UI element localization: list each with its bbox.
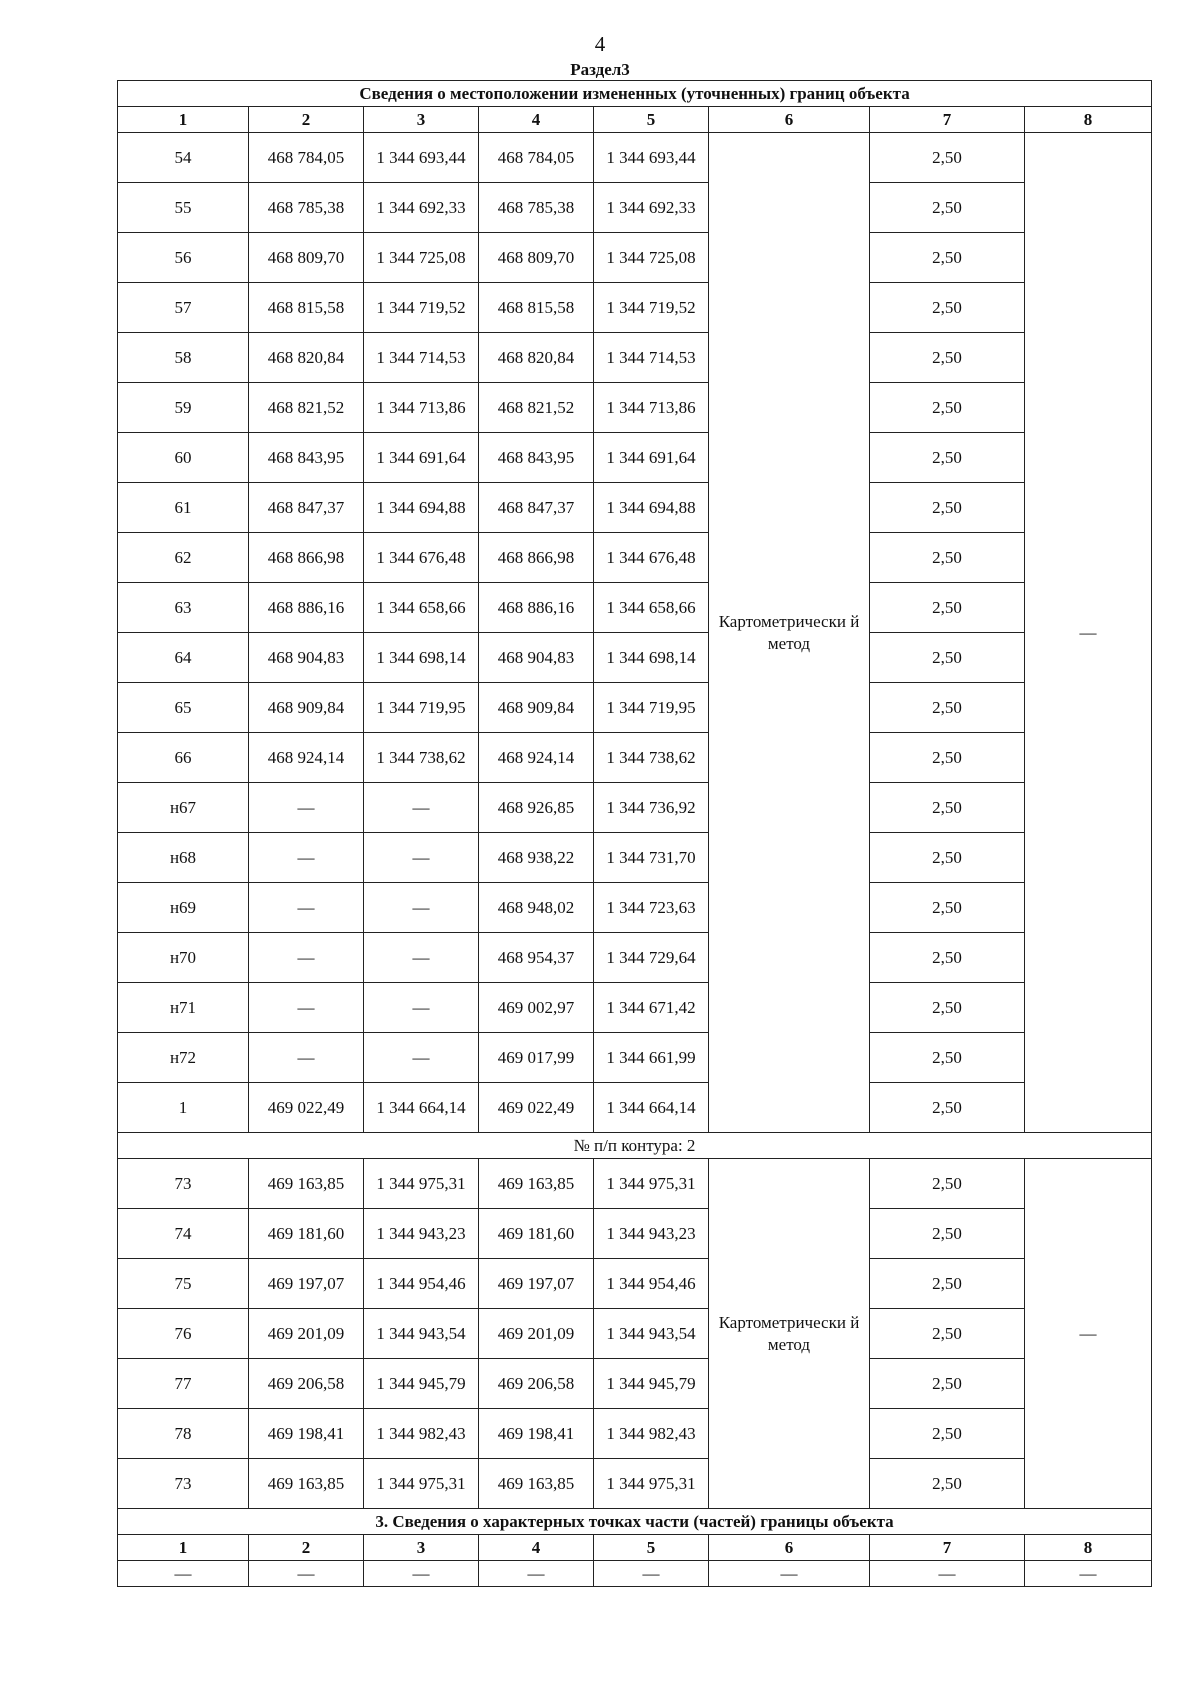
old-x-cell: — [249,783,364,833]
precision-cell: 2,50 [870,1209,1025,1259]
old-x-cell: 469 022,49 [249,1083,364,1133]
precision-cell: 2,50 [870,633,1025,683]
old-y-cell: 1 344 664,14 [364,1083,479,1133]
new-y-cell: 1 344 738,62 [594,733,709,783]
precision-cell: 2,50 [870,583,1025,633]
new-y-cell: 1 344 982,43 [594,1409,709,1459]
table-row [118,333,1152,383]
precision-cell: 2,50 [870,833,1025,883]
old-y-cell: 1 344 954,46 [364,1259,479,1309]
contour-label-row [118,1133,1152,1159]
table-row [118,133,1152,183]
old-x-cell: 469 206,58 [249,1359,364,1409]
new-y-cell: 1 344 693,44 [594,133,709,183]
boundary-table [117,80,1152,1587]
precision-cell: 2,50 [870,683,1025,733]
point-id-cell: 77 [118,1359,249,1409]
table-row [118,1409,1152,1459]
new-y-cell: 1 344 661,99 [594,1033,709,1083]
new-x-cell: 469 201,09 [479,1309,594,1359]
new-x-cell: 468 821,52 [479,383,594,433]
precision-cell: 2,50 [870,1409,1025,1459]
precision-cell: 2,50 [870,1309,1025,1359]
table-row [118,1359,1152,1409]
point-id-cell: 56 [118,233,249,283]
old-y-cell: — [364,983,479,1033]
old-x-cell: 468 886,16 [249,583,364,633]
new-y-cell: 1 344 945,79 [594,1359,709,1409]
section3-empty-row [118,1561,1152,1587]
column-number: 3 [364,107,479,133]
table-row [118,533,1152,583]
precision-cell: 2,50 [870,433,1025,483]
column-8-cell: — [1025,133,1152,1133]
point-id-cell: 55 [118,183,249,233]
new-y-cell: 1 344 954,46 [594,1259,709,1309]
page-number: 4 [594,32,606,56]
precision-cell: 2,50 [870,983,1025,1033]
table-row [118,383,1152,433]
point-id-cell: н72 [118,1033,249,1083]
precision-cell: 2,50 [870,483,1025,533]
old-x-cell: 468 821,52 [249,383,364,433]
new-x-cell: 469 206,58 [479,1359,594,1409]
old-y-cell: 1 344 982,43 [364,1409,479,1459]
point-id-cell: 60 [118,433,249,483]
point-id-cell: 54 [118,133,249,183]
empty-cell: — [870,1561,1025,1587]
old-y-cell: 1 344 975,31 [364,1459,479,1509]
table-row [118,183,1152,233]
new-x-cell: 468 926,85 [479,783,594,833]
precision-cell: 2,50 [870,183,1025,233]
table-row [118,983,1152,1033]
old-x-cell: 468 809,70 [249,233,364,283]
new-y-cell: 1 344 713,86 [594,383,709,433]
point-id-cell: н70 [118,933,249,983]
old-y-cell: 1 344 719,95 [364,683,479,733]
old-x-cell: 468 785,38 [249,183,364,233]
new-x-cell: 469 163,85 [479,1459,594,1509]
point-id-cell: н69 [118,883,249,933]
old-y-cell: 1 344 943,54 [364,1309,479,1359]
new-y-cell: 1 344 719,95 [594,683,709,733]
point-id-cell: 66 [118,733,249,783]
new-y-cell: 1 344 671,42 [594,983,709,1033]
old-x-cell: 469 201,09 [249,1309,364,1359]
table-row [118,1209,1152,1259]
point-id-cell: 73 [118,1159,249,1209]
new-x-cell: 468 785,38 [479,183,594,233]
precision-cell: 2,50 [870,1359,1025,1409]
section3-title: 3. Сведения о характерных точках части (частей) границы объекта [118,1509,1152,1535]
new-x-cell: 468 843,95 [479,433,594,483]
old-y-cell: 1 344 694,88 [364,483,479,533]
old-x-cell: 468 866,98 [249,533,364,583]
new-x-cell: 469 002,97 [479,983,594,1033]
column-number-row [118,107,1152,133]
precision-cell: 2,50 [870,883,1025,933]
old-y-cell: 1 344 676,48 [364,533,479,583]
column-number: 1 [118,107,249,133]
new-x-cell: 468 904,83 [479,633,594,683]
new-y-cell: 1 344 691,64 [594,433,709,483]
column-number: 7 [870,107,1025,133]
column-number: 5 [594,1535,709,1561]
point-id-cell: 73 [118,1459,249,1509]
old-y-cell: — [364,833,479,883]
new-x-cell: 469 198,41 [479,1409,594,1459]
old-x-cell: 468 784,05 [249,133,364,183]
point-id-cell: н67 [118,783,249,833]
old-y-cell: 1 344 945,79 [364,1359,479,1409]
column-number: 7 [870,1535,1025,1561]
new-y-cell: 1 344 719,52 [594,283,709,333]
old-y-cell: 1 344 719,52 [364,283,479,333]
point-id-cell: н68 [118,833,249,883]
old-y-cell: 1 344 725,08 [364,233,479,283]
new-y-cell: 1 344 698,14 [594,633,709,683]
table-row [118,1459,1152,1509]
precision-cell: 2,50 [870,1259,1025,1309]
old-x-cell: 468 904,83 [249,633,364,683]
precision-cell: 2,50 [870,733,1025,783]
method-cell: Картометрически й метод [709,1159,870,1509]
column-number: 4 [479,107,594,133]
precision-cell: 2,50 [870,1083,1025,1133]
empty-cell: — [479,1561,594,1587]
new-y-cell: 1 344 943,23 [594,1209,709,1259]
column-number: 1 [118,1535,249,1561]
column-number: 8 [1025,1535,1152,1561]
old-y-cell: 1 344 738,62 [364,733,479,783]
precision-cell: 2,50 [870,1033,1025,1083]
empty-cell: — [709,1561,870,1587]
new-x-cell: 469 163,85 [479,1159,594,1209]
table-row [118,433,1152,483]
old-y-cell: 1 344 693,44 [364,133,479,183]
table-row [118,583,1152,633]
contour-label: № п/п контура: 2 [118,1133,1152,1159]
old-y-cell: 1 344 713,86 [364,383,479,433]
section3-column-number-row [118,1535,1152,1561]
empty-cell: — [249,1561,364,1587]
old-x-cell: — [249,983,364,1033]
new-x-cell: 468 815,58 [479,283,594,333]
precision-cell: 2,50 [870,233,1025,283]
point-id-cell: 78 [118,1409,249,1459]
new-x-cell: 469 197,07 [479,1259,594,1309]
precision-cell: 2,50 [870,933,1025,983]
point-id-cell: 76 [118,1309,249,1359]
new-x-cell: 469 022,49 [479,1083,594,1133]
old-x-cell: 468 909,84 [249,683,364,733]
column-number: 2 [249,107,364,133]
new-y-cell: 1 344 694,88 [594,483,709,533]
new-x-cell: 468 847,37 [479,483,594,533]
new-y-cell: 1 344 723,63 [594,883,709,933]
new-y-cell: 1 344 975,31 [594,1459,709,1509]
new-y-cell: 1 344 729,64 [594,933,709,983]
point-id-cell: 63 [118,583,249,633]
table-title-row [118,81,1152,107]
new-x-cell: 468 924,14 [479,733,594,783]
table-row [118,783,1152,833]
old-x-cell: — [249,1033,364,1083]
table-body [118,81,1152,1587]
point-id-cell: 75 [118,1259,249,1309]
new-y-cell: 1 344 943,54 [594,1309,709,1359]
old-y-cell: 1 344 714,53 [364,333,479,383]
old-y-cell: 1 344 658,66 [364,583,479,633]
new-x-cell: 468 909,84 [479,683,594,733]
old-x-cell: 468 815,58 [249,283,364,333]
new-x-cell: 469 017,99 [479,1033,594,1083]
table-row [118,933,1152,983]
section3-title-row [118,1509,1152,1535]
new-x-cell: 468 820,84 [479,333,594,383]
table-title: Сведения о местоположении измененных (уточненных) границ объекта [118,81,1152,107]
precision-cell: 2,50 [870,1459,1025,1509]
precision-cell: 2,50 [870,133,1025,183]
new-y-cell: 1 344 975,31 [594,1159,709,1209]
column-number: 8 [1025,107,1152,133]
new-x-cell: 469 181,60 [479,1209,594,1259]
table-row [118,1159,1152,1209]
new-x-cell: 468 954,37 [479,933,594,983]
new-x-cell: 468 886,16 [479,583,594,633]
point-id-cell: 74 [118,1209,249,1259]
old-y-cell: — [364,783,479,833]
point-id-cell: 58 [118,333,249,383]
table-row [118,1033,1152,1083]
point-id-cell: 64 [118,633,249,683]
old-x-cell: — [249,933,364,983]
old-y-cell: — [364,1033,479,1083]
old-x-cell: 469 181,60 [249,1209,364,1259]
new-y-cell: 1 344 714,53 [594,333,709,383]
column-number: 5 [594,107,709,133]
precision-cell: 2,50 [870,1159,1025,1209]
point-id-cell: 62 [118,533,249,583]
table-row [118,733,1152,783]
old-y-cell: 1 344 975,31 [364,1159,479,1209]
precision-cell: 2,50 [870,533,1025,583]
precision-cell: 2,50 [870,283,1025,333]
new-y-cell: 1 344 731,70 [594,833,709,883]
precision-cell: 2,50 [870,383,1025,433]
table-row [118,883,1152,933]
old-x-cell: 469 198,41 [249,1409,364,1459]
empty-cell: — [118,1561,249,1587]
new-x-cell: 468 809,70 [479,233,594,283]
column-number: 6 [709,1535,870,1561]
column-number: 6 [709,107,870,133]
method-cell: Картометрически й метод [709,133,870,1133]
old-y-cell: — [364,883,479,933]
new-x-cell: 468 948,02 [479,883,594,933]
table-row [118,483,1152,533]
old-x-cell: 468 924,14 [249,733,364,783]
old-y-cell: — [364,933,479,983]
empty-cell: — [1025,1561,1152,1587]
new-x-cell: 468 938,22 [479,833,594,883]
point-id-cell: н71 [118,983,249,1033]
point-id-cell: 57 [118,283,249,333]
column-number: 4 [479,1535,594,1561]
old-x-cell: — [249,833,364,883]
old-y-cell: 1 344 698,14 [364,633,479,683]
section-title: Раздел3 [570,60,630,79]
column-number: 2 [249,1535,364,1561]
empty-cell: — [364,1561,479,1587]
old-x-cell: 468 847,37 [249,483,364,533]
table-row [118,233,1152,283]
new-y-cell: 1 344 664,14 [594,1083,709,1133]
new-y-cell: 1 344 725,08 [594,233,709,283]
table-row [118,283,1152,333]
point-id-cell: 1 [118,1083,249,1133]
empty-cell: — [594,1561,709,1587]
table-row [118,1259,1152,1309]
new-y-cell: 1 344 692,33 [594,183,709,233]
table-row [118,1083,1152,1133]
precision-cell: 2,50 [870,783,1025,833]
new-x-cell: 468 866,98 [479,533,594,583]
table-row [118,683,1152,733]
old-x-cell: 468 843,95 [249,433,364,483]
old-y-cell: 1 344 692,33 [364,183,479,233]
old-x-cell: 469 197,07 [249,1259,364,1309]
old-y-cell: 1 344 691,64 [364,433,479,483]
precision-cell: 2,50 [870,333,1025,383]
old-x-cell: 469 163,85 [249,1459,364,1509]
old-x-cell: 469 163,85 [249,1159,364,1209]
table-row [118,1309,1152,1359]
point-id-cell: 65 [118,683,249,733]
table-row [118,833,1152,883]
new-y-cell: 1 344 736,92 [594,783,709,833]
point-id-cell: 59 [118,383,249,433]
old-y-cell: 1 344 943,23 [364,1209,479,1259]
table-row [118,633,1152,683]
old-x-cell: 468 820,84 [249,333,364,383]
column-number: 3 [364,1535,479,1561]
old-x-cell: — [249,883,364,933]
point-id-cell: 61 [118,483,249,533]
new-y-cell: 1 344 676,48 [594,533,709,583]
new-x-cell: 468 784,05 [479,133,594,183]
column-8-cell: — [1025,1159,1152,1509]
new-y-cell: 1 344 658,66 [594,583,709,633]
